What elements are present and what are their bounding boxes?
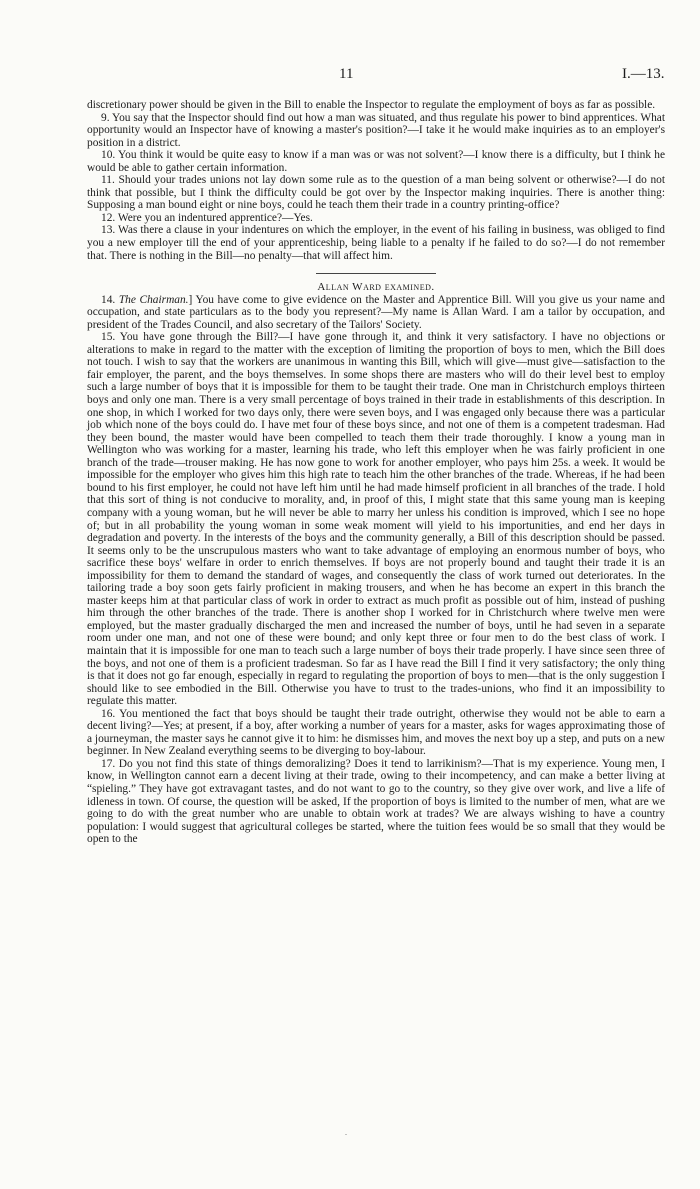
paragraph: 11. Should your trades unions not lay down some rule as to the question of a man being solvent or otherwise?—I do not think that possible, but I think the difficulty could be got over by the Inspector making inquiries. There is another thing: Supposing a man bound eight or nine boys, could he teach them their trade in a country printing-office? — [87, 174, 665, 212]
paragraph: 10. You think it would be quite easy to know if a man was or was not solvent?—I know there is a difficulty, but I think he would be able to gather certain information. — [87, 149, 665, 174]
paragraph: 12. Were you an indentured apprentice?—Yes. — [101, 211, 313, 224]
paragraph: 16. You mentioned the fact that boys should be taught their trade outright, otherwise they would not be able to earn a decent living?—Yes; at present, if a boy, after working a number of years for a master, asks for wages approximating those of a journeyman, the master says he cannot give it to him: he dismisses him, and moves the next boy up a step, and puts on a new beginner. In New Zealand everything seems to be diverging to boy-labour. — [87, 707, 665, 758]
paragraph-text: ] You have come to give evidence on the Master and Apprentice Bill. Will you give us your name and occupation, and state particulars as to the body you represent?—My name is Allan Ward. I am a tailor by occupation, and president of the Trades Council, and also secretary of the Tailors' Society. — [87, 293, 666, 331]
paragraph: discretionary power should be given in the Bill to enable the Inspector to regulate the employment of boys as far as possible. — [87, 99, 656, 111]
paragraph: 13. Was there a clause in your indentures on which the employer, in the event of his failing in business, was obliged to find you a new employer till the end of your apprenticeship, being liable to a penalty if he failed to do so?—I do not remember that. There is nothing in the Bill—no penalty—that will affect him. — [87, 224, 665, 262]
section-divider — [316, 273, 436, 274]
page-footer-mark: . — [345, 1128, 347, 1137]
paragraph: 9. You say that the Inspector should find out how a man was situated, and thus regulate his power to bind apprentices. What opportunity would an Inspector have of knowing a master's position?—I take it he would make inquiries as to an employer's position in a district. — [87, 111, 665, 149]
body-text — [87, 99, 665, 846]
paragraph-14 — [87, 294, 665, 332]
speaker-name: The Chairman. — [118, 293, 189, 306]
document-reference: I.—13. — [622, 66, 665, 82]
page-number: 11 — [339, 66, 354, 82]
paragraph: 17. Do you not find this state of things demoralizing? Does it tend to larrikinism?—That is my experience. Young men, I know, in Wellington cannot earn a decent living at their trade, owing to their incompetency, and can make a better living at “spieling.” They have got extravagant tastes, and do not want to go to the country, so they give over work, and live a life of idleness in town. Of course, the question will be asked, If the proportion of boys is limited to the number of men, what are we going to do with the great number who are unable to obtain work at trades? We are always wishing to have a country population: I would suggest that agricultural colleges be started, where the tuition fees would be so small that they would be open to the — [87, 757, 665, 846]
question-number: 14. — [101, 293, 116, 306]
page-header — [0, 66, 700, 86]
paragraph: 15. You have gone through the Bill?—I have gone through it, and think it very satisfactory. I have no objections or alterations to make in regard to the matter with the exception of limiting the proportion of boys to men, which the Bill does not touch. I wish to say that the workers are unanimous in wanting this Bill, which will give—must give—satisfaction to the fair employer, the parent, and the boys themselves. In some shops there are masters who will do their level best to employ such a large number of boys that it is impossible for them to be taught their trade. One man in Christchurch employs thirteen boys and only one man. There is a very small percentage of boys trained in their trade in establishments of this description. In one shop, in which I worked for two days only, there were seven boys, and I was engaged only because there was a particular job which none of the boys could do. I have met four of these boys since, and not one of them is a competent tradesman. Had they been bound, the master would have been compelled to teach them their trade thoroughly. I know a young man in Wellington who was working for a master, learning his trade, who left this employer when he was fairly proficient in one branch of the trade—trouser making. He has now gone to work for another employer, who pays him 25s. a week. It would be impossible for the employer who gives him this high rate to teach him the other branches of the trade. Whereas, if he had been bound to his first employer, he could not have left him until he had made himself proficient in all branches of the trade. I hold that this sort of thing is not conducive to morality, and, in proof of this, I might state that this same young man is keeping company with a young woman, but he will never be able to marry her unless his condition is improved, which I see no hope of; but in all probability the young woman in some weak moment will yield to his importunities, and end her days in degradation and poverty. In the interests of the boys and the community generally, a Bill of this description should be passed. It seems only to be the unscrupulous masters who want to take advantage of employing an enormous number of boys, who sacrifice these boys' welfare in order to enrich themselves. If boys are not properly bound and taught their trade it is an impossibility for them to demand the standard of wages, and consequently the class of work turned out deteriorates. In the tailoring trade a boy soon gets fairly proficient in making trousers, and when he has become an expert in this branch the master keeps him at that particular class of work in order to extract as much profit as possible out of him, instead of pushing him through the other branches of the trade. There is another shop I worked for in Christchurch where twelve men were employed, but the master gradually discharged the men and increased the number of boys, until he had seven in a separate room under one man, and not one of these were bound; and only kept three or four men to do the best class of work. I maintain that it is impossible for one man to teach such a large number of boys their trade properly. I have since seen three of the boys, and not one of them is a proficient tradesman. So far as I have read the Bill I find it very satisfactory; the only thing is that it does not go far enough, especially in regard to regulating the proportion of boys to men—that is the only suggestion I should like to see embodied in the Bill. Otherwise you have to trust to the trades-unions, who find it an impossibility to regulate this matter. — [87, 331, 665, 708]
section-heading: Allan Ward examined. — [317, 281, 435, 294]
